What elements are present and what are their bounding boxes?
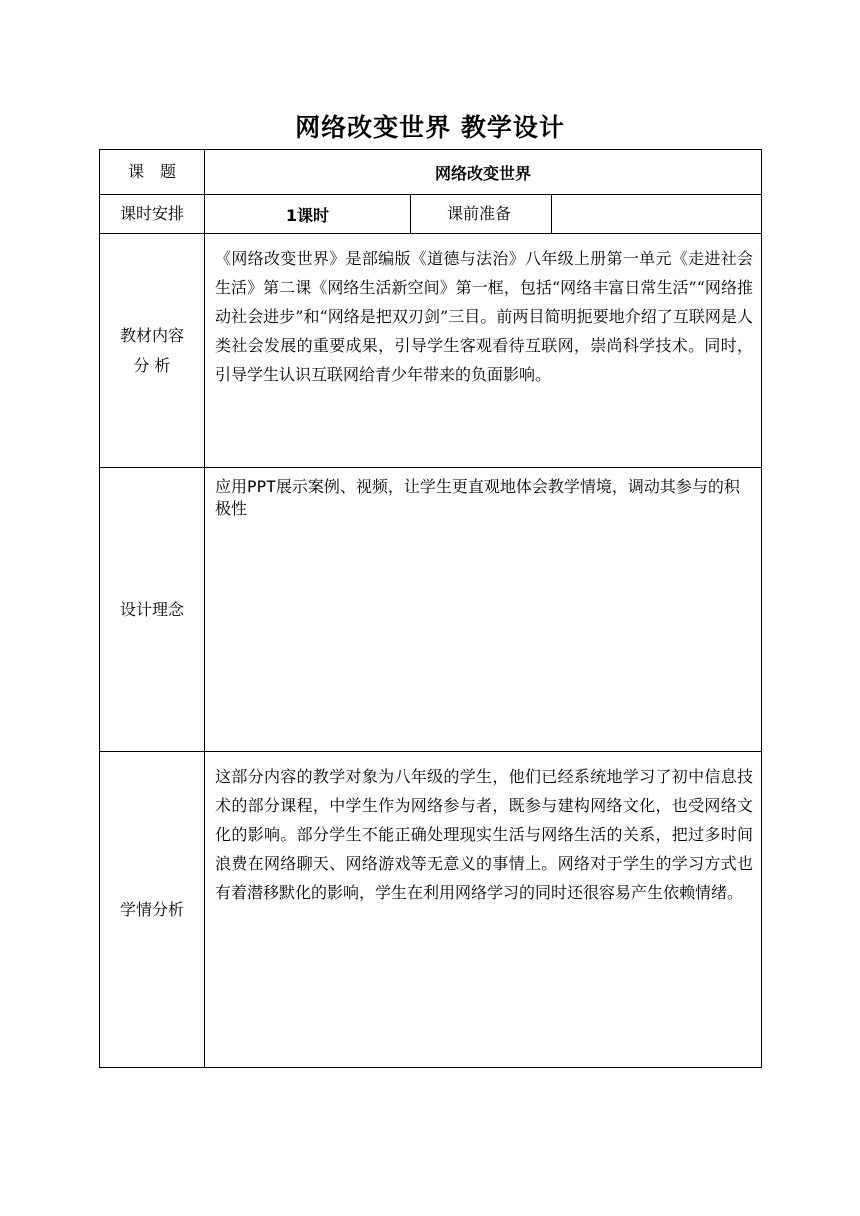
hours-value: 1课时: [205, 195, 411, 234]
material-analysis-label-line2: 分 析: [133, 355, 171, 375]
course-name: 网络改变世界: [205, 150, 762, 195]
design-concept-label: 设计理念: [100, 468, 205, 752]
prep-label: 课前准备: [411, 195, 552, 234]
prep-value: [552, 195, 762, 234]
table-row-material-analysis: [100, 234, 762, 468]
hours-label: 课时安排: [100, 195, 205, 234]
table-row-course: [100, 150, 762, 195]
table-row-hours: [100, 195, 762, 234]
document-title: 网络改变世界 教学设计: [295, 113, 565, 142]
material-analysis-label-line1: 教材内容: [119, 325, 184, 345]
design-concept-text: 应用PPT展示案例、视频，让学生更直观地体会教学情境，调动其参与的积极性: [205, 468, 762, 752]
table-row-design-concept: [100, 468, 762, 752]
lesson-plan-table: [99, 149, 762, 1068]
material-analysis-label: [100, 234, 205, 468]
student-analysis-text: 这部分内容的教学对象为八年级的学生，他们已经系统地学习了初中信息技术的部分课程，中学生作为网络参与者，既参与建构网络文化，也受网络文化的影响。部分学生不能正确处理现实生活与网络生活的关系，把过多时间浪费在网络聊天、网络游戏等无意义的事情上。网络对于学生的学习方式也有着潜移默化的影响，学生在利用网络学习的同时还很容易产生依赖情绪。: [205, 752, 762, 1068]
material-analysis-text: 《网络改变世界》是部编版《道德与法治》八年级上册第一单元《走进社会生活》第二课《网络生活新空间》第一框，包括“网络丰富日常生活”“网络推动社会进步”和“网络是把双刃剑”三目。前两目简明扼要地介绍了互联网是人类社会发展的重要成果，引导学生客观看待互联网，崇尚科学技术。同时，引导学生认识互联网给青少年带来的负面影响。: [205, 234, 762, 468]
table-row-student-analysis: [100, 752, 762, 1068]
course-label: 课 题: [100, 150, 205, 195]
student-analysis-label: 学情分析: [100, 752, 205, 1068]
